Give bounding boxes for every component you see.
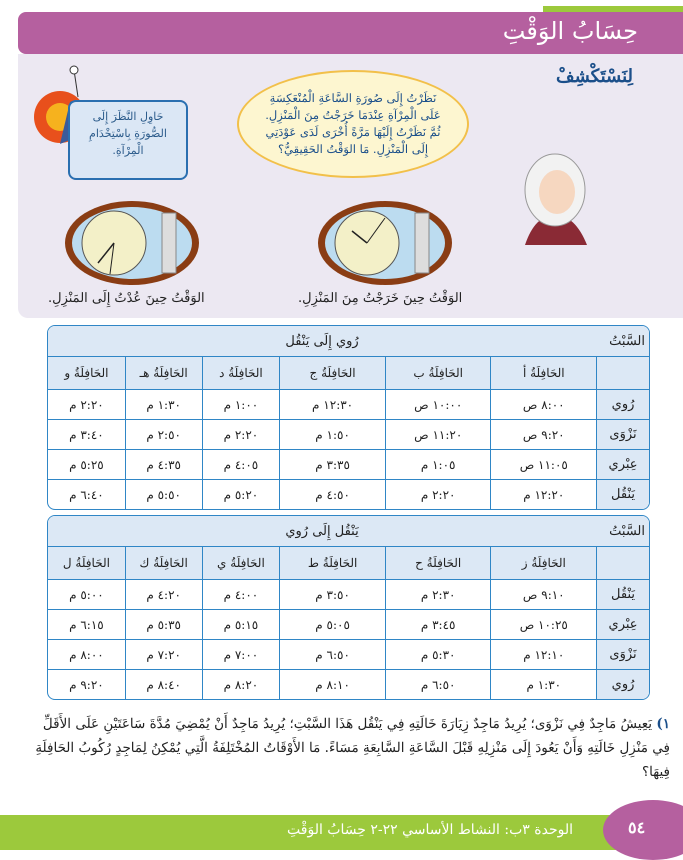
page-number: ٥٤ [603,800,683,860]
time-cell: ٥:٣٠ م [385,639,491,669]
question [30,712,670,784]
corner-cell [596,546,649,579]
question-number: ١) [656,716,670,732]
day-label: السَّبْتُ [596,326,649,356]
time-cell: ١٢:١٠ م [490,639,596,669]
time-cell: ١:٣٠ م [490,669,596,699]
time-cell: ٣:٤٥ م [385,609,491,639]
hint-box: حَاوِلِ النَّظَرَ إِلَى الصُّورَةِ بِاسْتِخْدَامِ الْمِرْآةِ. [68,100,188,180]
column-header: الحَافِلَةُ ي [202,546,280,579]
time-cell: ٦:٤٠ م [48,479,125,509]
table-row [48,579,649,609]
table-row [48,389,649,419]
time-cell: ٦:١٥ م [48,609,125,639]
time-cell: ٢:٢٠ م [385,479,491,509]
question-text: يَعِيشُ مَاجِدٌ فِي نَزْوَى؛ يُرِيدُ مَاجِدٌ زِيَارَةَ خَالَتِهِ فِي يَنْقُل هَذَا السَّبْتِ؛ يُرِيدُ مَاجِدٌ أَنْ يُمْضِيَ مُدَّةَ سَاعَتَيْنِ عَلَى الأَقَلِّ فِي مَنْزِلِ خَالَتِهِ وَأَنْ يَعُودَ إِلَى مَنْزِلِهِ قَبْلَ السَّاعَةِ السَّابِعَةِ مَسَاءً. مَا الأَوْقَاتُ المُخْتَلِفَةُ الَّتِي يُمْكِنُ لِمَاجِدٍ رُكُوبُ الحَافِلَةِ فِيهَا؟ [35,716,670,780]
table-row [48,609,649,639]
column-header: الحَافِلَةُ ح [385,546,491,579]
time-cell: ٥:٢٠ م [202,479,280,509]
column-header: الحَافِلَةُ ط [279,546,385,579]
speech-bubble: نَظَرْتُ إِلَى صُورَةِ السَّاعَةِ الْمُنْعَكِسَةِ عَلَى الْمِرْآةِ عِنْدَمَا خَرَجْتُ مِنَ الْمَنْزِلِ. ثُمَّ نَظَرْتُ إِلَيْهَا مَرَّةً أُخْرَى لَدَى عَوْدَتِي إِلَى الْمَنْزِلِ. مَا الوَقْتُ الحَقِيقِيُّ؟ [237,70,469,178]
time-cell: ٦:٥٠ م [385,669,491,699]
column-header: الحَافِلَةُ ج [279,356,385,389]
time-cell: ٤:٠٥ م [202,449,280,479]
time-cell: ٤:٢٠ م [125,579,202,609]
time-cell: ٥:٣٥ م [125,609,202,639]
table-row [48,419,649,449]
day-label: السَّبْتُ [596,516,649,546]
time-cell: ٩:١٠ ص [490,579,596,609]
row-header: نَزْوَى [596,419,649,449]
time-cell: ٦:٥٠ م [279,639,385,669]
row-header: يَنْقُل [596,579,649,609]
column-header: الحَافِلَةُ هـ [125,356,202,389]
route-title: رُوي إِلَى يَنْقُل [48,326,596,356]
time-cell: ٥:٠٠ م [48,579,125,609]
row-header: عِبْري [596,449,649,479]
page-title: حِسَابُ الوَقْتِ [502,17,638,45]
time-cell: ٥:٢٥ م [48,449,125,479]
time-cell: ١:٠٥ م [385,449,491,479]
time-cell: ٤:٠٠ م [202,579,280,609]
caption-return: الوَقْتُ حِينَ عُدْتُ إِلَى المَنْزِلِ. [48,291,205,306]
time-cell: ١٢:٣٠ م [279,389,385,419]
time-cell: ٤:٥٠ م [279,479,385,509]
caption-leave: الوَقْتُ حِينَ خَرَجْتُ مِنَ المَنْزِلِ. [298,291,463,306]
explore-heading: لِنَسْتَكْشِفْ [555,66,633,87]
title-bar [18,12,683,54]
table-row [48,449,649,479]
time-cell: ١٠:٠٠ ص [385,389,491,419]
time-cell: ٥:٠٥ م [279,609,385,639]
time-cell: ١٠:٢٥ ص [490,609,596,639]
time-cell: ٨:١٠ م [279,669,385,699]
time-cell: ٣:٤٠ م [48,419,125,449]
column-header: الحَافِلَةُ ل [48,546,125,579]
time-cell: ١١:٠٥ ص [490,449,596,479]
time-cell: ٧:٢٠ م [125,639,202,669]
time-cell: ٢:٢٠ م [202,419,280,449]
time-cell: ١١:٢٠ ص [385,419,491,449]
girl-illustration [515,150,595,250]
clock-leave-mirror [315,198,455,288]
time-cell: ٩:٢٠ ص [490,419,596,449]
row-header: رُوي [596,389,649,419]
corner-cell [596,356,649,389]
footer-bar [0,815,683,850]
time-cell: ٢:٣٠ م [385,579,491,609]
table-row [48,479,649,509]
table-row [48,669,649,699]
time-cell: ٥:١٥ م [202,609,280,639]
column-header: الحَافِلَةُ أ [490,356,596,389]
time-cell: ٨:٢٠ م [202,669,280,699]
time-cell: ١:٥٠ م [279,419,385,449]
row-header: نَزْوَى [596,639,649,669]
column-header: الحَافِلَةُ ب [385,356,491,389]
column-header: الحَافِلَةُ ك [125,546,202,579]
row-header: يَنْقُل [596,479,649,509]
time-cell: ٨:٤٠ م [125,669,202,699]
column-header: الحَافِلَةُ و [48,356,125,389]
time-cell: ٩:٢٠ م [48,669,125,699]
time-cell: ٢:٥٠ م [125,419,202,449]
time-cell: ٣:٣٥ م [279,449,385,479]
footer-text: الوحدة ٣ب: النشاط الأساسي ٢٢-٢ حِسَابُ الوَقْتِ [287,822,573,838]
table-row [48,639,649,669]
time-cell: ٥:٥٠ م [125,479,202,509]
row-header: عِبْري [596,609,649,639]
time-cell: ٨:٠٠ ص [490,389,596,419]
bus-timetable-yanqul-to-rowi [47,515,650,700]
row-header: رُوي [596,669,649,699]
time-cell: ٨:٠٠ م [48,639,125,669]
route-title: يَنْقُل إِلَى رُوي [48,516,596,546]
time-cell: ٢:٢٠ م [48,389,125,419]
time-cell: ١:٠٠ م [202,389,280,419]
column-header: الحَافِلَةُ د [202,356,280,389]
time-cell: ١:٣٠ م [125,389,202,419]
time-cell: ٧:٠٠ م [202,639,280,669]
time-cell: ٣:٥٠ م [279,579,385,609]
time-cell: ٤:٣٥ م [125,449,202,479]
time-cell: ١٢:٢٠ م [490,479,596,509]
clock-return-mirror [62,198,202,288]
bus-timetable-rowi-to-yanqul [47,325,650,510]
column-header: الحَافِلَةُ ز [490,546,596,579]
